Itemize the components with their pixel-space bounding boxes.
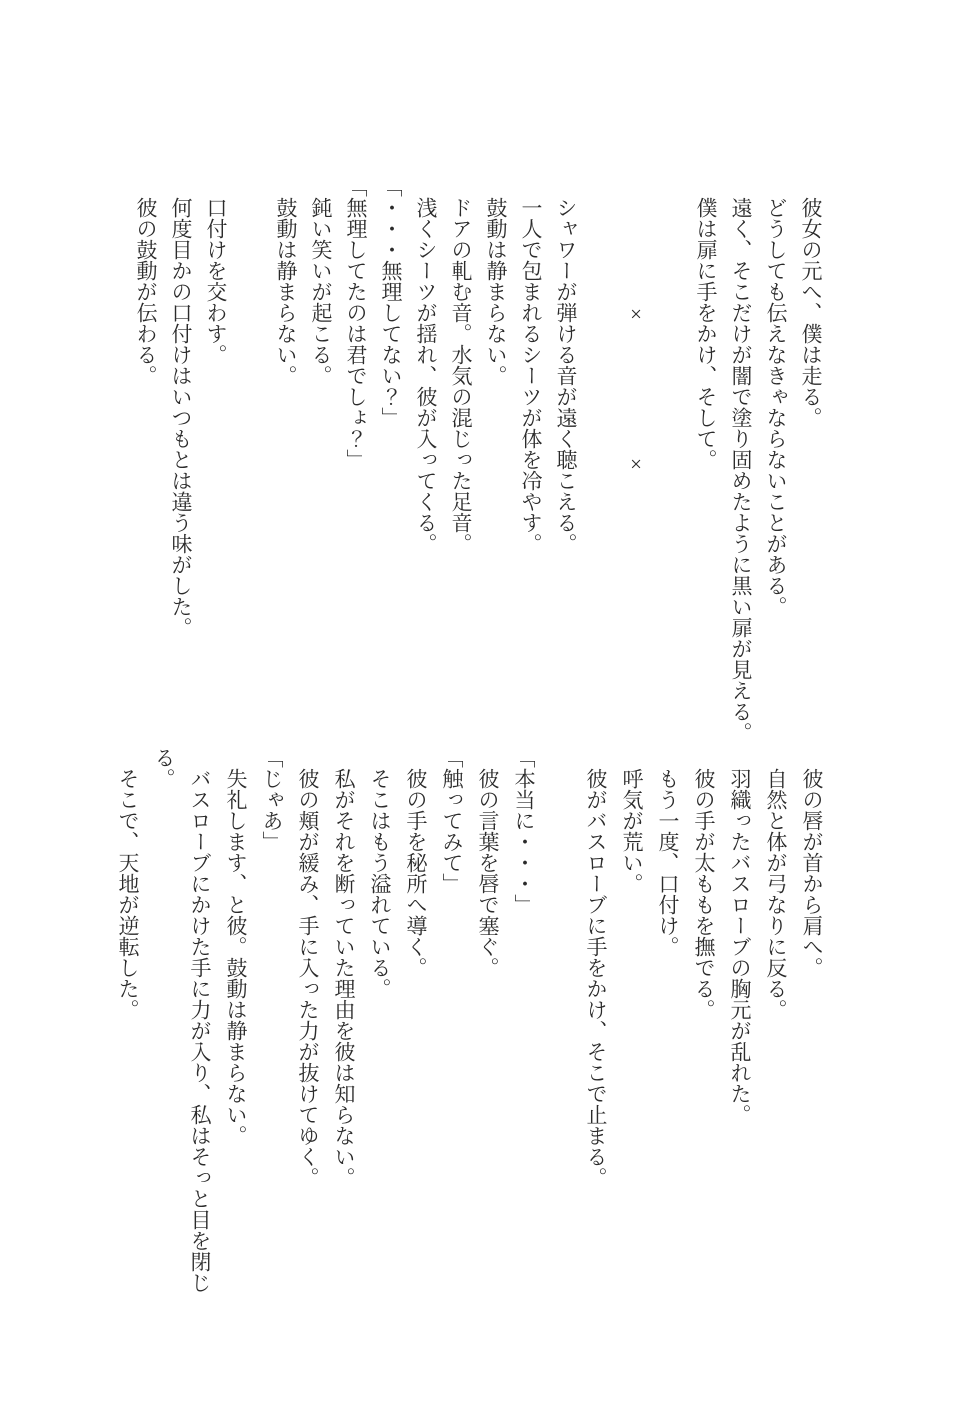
text-line: 鼓動は静まらない。 <box>484 197 508 386</box>
text-line: 彼の唇が首から肩へ。 <box>800 768 824 978</box>
blank-line <box>542 747 578 1297</box>
text-line: 自然と体が弓なりに反る。 <box>764 768 788 1020</box>
text-line: 呼気が荒い。 <box>620 768 644 894</box>
text-line: 失礼します、と彼。鼓動は静まらない。 <box>224 768 248 1146</box>
text-line: 彼がバスローブに手をかけ、そこで止まる。 <box>584 768 608 1188</box>
text-line: バスローブにかけた手に力が入り、私はそっと目を閉じる。 <box>152 747 212 1293</box>
blank-line <box>233 176 268 748</box>
text-line: 一人で包まれるシーツが体を冷やす。 <box>519 197 543 554</box>
text-line: 口付けを交わす。 <box>204 197 228 365</box>
dialogue-line: 「触ってみて」 <box>440 747 464 894</box>
text-line: 遠く、そこだけが闇で塗り固めたように黒い扉が見える。 <box>729 197 753 743</box>
blank-line <box>583 176 618 748</box>
text-line: 彼の鼓動が伝わる。 <box>134 197 158 386</box>
text-line: 鈍い笑いが起こる。 <box>309 197 333 386</box>
text-line: 鼓動は静まらない。 <box>274 197 298 386</box>
text-line: 彼の手を秘所へ導く。 <box>404 768 428 978</box>
text-line: 彼の頬が緩み、手に入った力が抜けてゆく。 <box>296 768 320 1188</box>
text-line: 羽織ったバスローブの胸元が乱れた。 <box>728 768 752 1125</box>
text-line: 彼の手が太ももを撫でる。 <box>692 768 716 1020</box>
text-line: もう一度、口付け。 <box>656 768 680 957</box>
text-line: そこはもう溢れている。 <box>368 768 392 999</box>
text-line: 浅くシーツが揺れ、彼が入ってくる。 <box>414 197 438 554</box>
dialogue-line: 「無理してたのは君でしょ？」 <box>344 176 368 470</box>
text-block-bottom <box>110 747 830 1297</box>
text-line: 何度目かの口付けはいつもとは違う味がした。 <box>169 197 193 638</box>
text-block-top <box>128 176 828 748</box>
scene-break-separator: × × <box>624 197 648 476</box>
dialogue-line: 「じゃあ」 <box>260 747 284 852</box>
text-line: シャワーが弾ける音が遠く聴こえる。 <box>554 197 578 554</box>
text-line: 僕は扉に手をかけ、そして。 <box>694 197 718 470</box>
dialogue-line: 「・・・無理してない？」 <box>379 176 403 428</box>
text-line: どうしても伝えなきゃならないことがある。 <box>764 197 788 617</box>
text-line: そこで、天地が逆転した。 <box>116 768 140 1020</box>
text-line: 私がそれを断っていた理由を彼は知らない。 <box>332 768 356 1188</box>
text-line: 彼の言葉を唇で塞ぐ。 <box>476 768 500 978</box>
dialogue-line: 「本当に・・・」 <box>512 747 536 915</box>
text-line: 彼女の元へ、僕は走る。 <box>799 197 823 428</box>
blank-line <box>653 176 688 748</box>
text-line: ドアの軋む音。水気の混じった足音。 <box>449 197 473 554</box>
